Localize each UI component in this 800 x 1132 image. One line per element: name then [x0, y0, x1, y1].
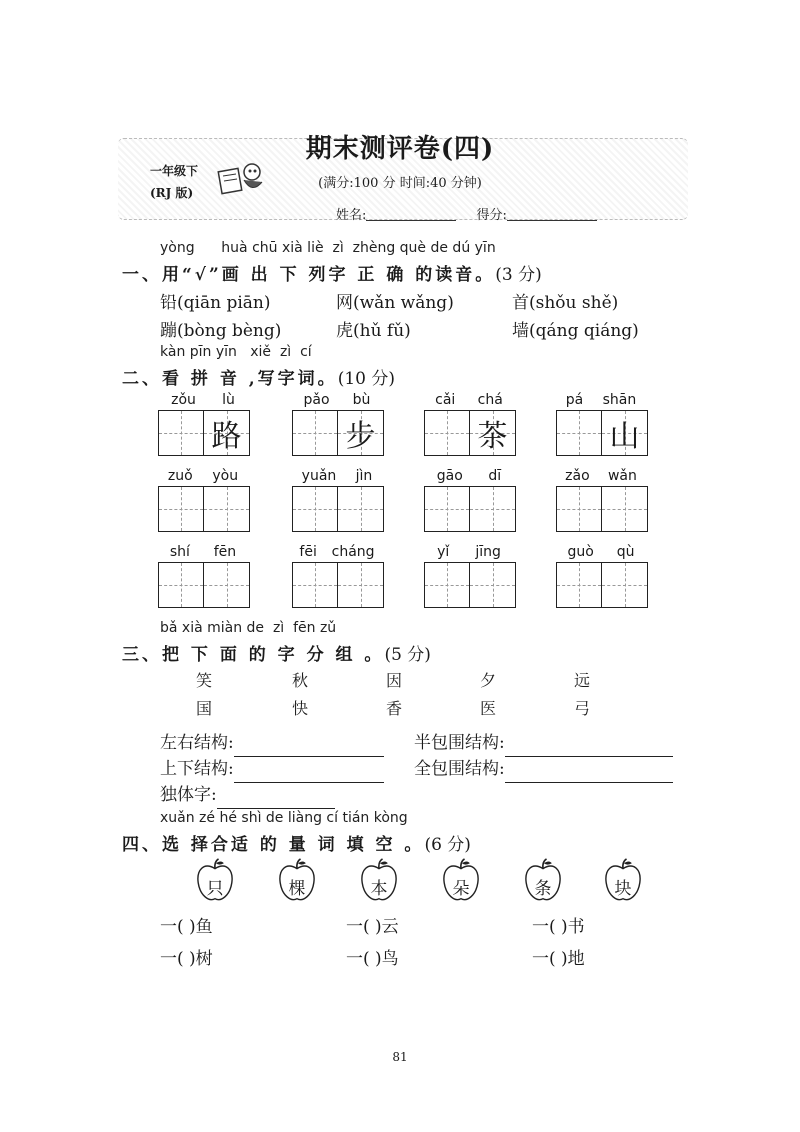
- measure-word: 本: [370, 879, 388, 899]
- grid-pinyin: [158, 544, 248, 560]
- option-item[interactable]: 首(shǒu shě): [512, 293, 619, 313]
- score-label: 得分:: [476, 208, 507, 223]
- pinyin-syllable: jīng: [475, 544, 501, 560]
- tianzige-grid: [424, 486, 516, 532]
- writing-cell[interactable]: [159, 487, 204, 531]
- measure-word: 朵: [452, 879, 470, 899]
- grade-label: [150, 160, 198, 204]
- pinyin-syllable: yuǎn: [301, 468, 337, 484]
- grid-pinyin: [292, 468, 382, 484]
- writing-cell[interactable]: [425, 563, 470, 607]
- word-grid: [424, 392, 516, 456]
- grid-pinyin: [556, 468, 646, 484]
- section4-pinyin: xuǎn zé hé shì de liàng cí tián kòng: [160, 810, 408, 826]
- pinyin-syllable: shān: [602, 392, 637, 408]
- answer-blank[interactable]: [217, 788, 335, 809]
- pinyin-syllable: zǒu: [171, 392, 196, 408]
- pinyin-syllable: cǎi: [435, 392, 456, 408]
- writing-cell[interactable]: [557, 411, 602, 455]
- exam-meta: (满分:100 分 时间:40 分钟): [318, 176, 482, 191]
- grade-text: 一年级下: [150, 164, 199, 178]
- apple-option[interactable]: [438, 858, 484, 910]
- structure-label: 左右结构:: [160, 733, 234, 753]
- pinyin-syllable: pǎo: [303, 392, 330, 408]
- tianzige-grid: [556, 562, 648, 608]
- section1-score: (3 分): [495, 265, 542, 285]
- pinyin-syllable: fēn: [213, 544, 237, 560]
- mascot-illustration-icon: [214, 160, 266, 196]
- word-grid: [292, 544, 384, 608]
- structure-label: 独体字:: [160, 785, 217, 805]
- cell-character: 步: [345, 419, 376, 454]
- pinyin-syllable: lù: [222, 392, 235, 408]
- section1-title: [122, 260, 542, 285]
- section4-title: [122, 830, 471, 855]
- option-item[interactable]: 虎(hǔ fǔ): [336, 321, 411, 341]
- word-grid: [292, 468, 384, 532]
- measure-word: 棵: [288, 879, 306, 899]
- measure-word: 只: [206, 879, 224, 899]
- grid-pinyin: [424, 392, 514, 408]
- grid-pinyin: [292, 392, 382, 408]
- fill-item[interactable]: 一( )云: [346, 917, 399, 937]
- section2-pinyin: kàn pīn yīn xiě zì cí: [160, 344, 312, 360]
- char-item: 国: [196, 699, 213, 718]
- char-item: 远: [574, 671, 591, 690]
- option-item[interactable]: 网(wǎn wǎng): [336, 293, 454, 313]
- structure-top-bottom: [160, 754, 384, 783]
- char-item: 因: [386, 671, 403, 690]
- pinyin-syllable: cháng: [331, 544, 375, 560]
- structure-label: 全包围结构:: [414, 759, 505, 779]
- tianzige-grid: [292, 486, 384, 532]
- fill-item[interactable]: 一( )书: [532, 917, 585, 937]
- word-grid: [556, 468, 648, 532]
- section3-title: [122, 640, 431, 665]
- pinyin-syllable: dī: [488, 468, 502, 484]
- grid-pinyin: [292, 544, 382, 560]
- tianzige-grid: [292, 562, 384, 608]
- writing-cell[interactable]: [204, 487, 249, 531]
- structure-half-enclosed: [414, 728, 673, 757]
- pinyin-syllable: gāo: [436, 468, 463, 484]
- writing-cell[interactable]: [470, 411, 515, 455]
- option-item[interactable]: 蹦(bòng bèng): [160, 321, 282, 341]
- writing-cell[interactable]: [602, 487, 647, 531]
- tianzige-grid: [556, 486, 648, 532]
- pinyin-syllable: chá: [477, 392, 503, 408]
- score-blank[interactable]: [507, 220, 597, 221]
- tianzige-grid: [556, 410, 648, 456]
- fill-item[interactable]: 一( )地: [532, 949, 585, 969]
- pinyin-syllable: fēi: [299, 544, 317, 560]
- page-title: 期末测评卷(四): [305, 134, 495, 164]
- structure-fully-enclosed: [414, 754, 673, 783]
- section2-score: (10 分): [337, 369, 395, 389]
- option-item[interactable]: 铅(qiān piān): [160, 293, 271, 313]
- measure-word: 块: [614, 879, 632, 899]
- page-number: 81: [392, 1050, 408, 1064]
- section3-pinyin: bǎ xià miàn de zì fēn zǔ: [160, 620, 337, 636]
- pinyin-syllable: zǎo: [565, 468, 590, 484]
- writing-cell[interactable]: [557, 563, 602, 607]
- word-grid: [158, 392, 250, 456]
- section2-title-text: 二、看 拼 音 ,写字词。: [122, 369, 338, 389]
- edition-text: (RJ 版): [150, 186, 194, 200]
- writing-cell[interactable]: [204, 411, 249, 455]
- writing-cell[interactable]: [293, 487, 338, 531]
- writing-cell[interactable]: [293, 411, 338, 455]
- name-label: 姓名:: [336, 208, 367, 223]
- tianzige-grid: [158, 562, 250, 608]
- option-item[interactable]: 墙(qáng qiáng): [512, 321, 639, 341]
- pinyin-syllable: shí: [169, 544, 190, 560]
- fill-item[interactable]: 一( )鱼: [160, 917, 213, 937]
- section1-pinyin: yòng huà chū xià liè zì zhèng què de dú yīn: [160, 240, 496, 256]
- tianzige-grid: [424, 562, 516, 608]
- pinyin-syllable: zuǒ: [167, 468, 193, 484]
- apple-option[interactable]: [192, 858, 238, 910]
- writing-cell[interactable]: [204, 563, 249, 607]
- tianzige-grid: [158, 486, 250, 532]
- grid-pinyin: [424, 544, 514, 560]
- apple-option[interactable]: [356, 858, 402, 910]
- section4-score: (6 分): [424, 835, 471, 855]
- grid-pinyin: [556, 544, 646, 560]
- writing-cell[interactable]: [557, 487, 602, 531]
- writing-cell[interactable]: [159, 411, 204, 455]
- writing-cell[interactable]: [338, 563, 383, 607]
- writing-cell[interactable]: [602, 411, 647, 455]
- word-grid: [556, 544, 648, 608]
- char-item: 香: [386, 699, 403, 718]
- word-grid: [424, 468, 516, 532]
- apple-option[interactable]: [274, 858, 320, 910]
- pinyin-syllable: qù: [616, 544, 635, 560]
- pinyin-syllable: jìn: [355, 468, 373, 484]
- writing-cell[interactable]: [470, 563, 515, 607]
- cell-character: 路: [211, 419, 242, 454]
- char-item: 快: [292, 699, 309, 718]
- student-fields: [336, 204, 613, 223]
- writing-cell[interactable]: [159, 563, 204, 607]
- apple-option[interactable]: [520, 858, 566, 910]
- pinyin-syllable: wǎn: [607, 468, 637, 484]
- grid-pinyin: [424, 468, 514, 484]
- name-blank[interactable]: [366, 220, 456, 221]
- writing-cell[interactable]: [338, 487, 383, 531]
- structure-single: [160, 780, 335, 809]
- writing-cell[interactable]: [338, 411, 383, 455]
- fill-item[interactable]: 一( )鸟: [346, 949, 399, 969]
- writing-cell[interactable]: [602, 563, 647, 607]
- word-grid: [158, 468, 250, 532]
- grid-pinyin: [158, 392, 248, 408]
- section4-title-text: 四、选 择合适 的 量 词 填 空 。: [122, 835, 425, 855]
- section3-title-text: 三、把 下 面 的 字 分 组 。: [122, 645, 385, 665]
- writing-cell[interactable]: [425, 411, 470, 455]
- answer-blank[interactable]: [505, 762, 673, 783]
- structure-left-right: [160, 728, 384, 757]
- writing-cell[interactable]: [293, 563, 338, 607]
- section3-score: (5 分): [384, 645, 431, 665]
- word-grid: [556, 392, 648, 456]
- tianzige-grid: [292, 410, 384, 456]
- word-grid: [158, 544, 250, 608]
- char-item: 弓: [574, 699, 591, 718]
- apple-option[interactable]: [600, 858, 646, 910]
- pinyin-syllable: bù: [352, 392, 371, 408]
- section1-title-text: 一、用“√”画 出 下 列字 正 确 的读音。: [122, 265, 496, 285]
- char-item: 笑: [196, 671, 213, 690]
- grid-pinyin: [556, 392, 646, 408]
- cell-character: 茶: [477, 419, 508, 454]
- grid-pinyin: [158, 468, 248, 484]
- structure-label: 上下结构:: [160, 759, 234, 779]
- section2-title: [122, 364, 395, 389]
- char-item: 夕: [480, 671, 497, 690]
- writing-cell[interactable]: [470, 487, 515, 531]
- pinyin-syllable: yòu: [212, 468, 239, 484]
- char-item: 医: [480, 699, 497, 718]
- pinyin-syllable: pá: [565, 392, 584, 408]
- writing-cell[interactable]: [425, 487, 470, 531]
- pinyin-syllable: guò: [567, 544, 594, 560]
- word-grid: [424, 544, 516, 608]
- fill-item[interactable]: 一( )树: [160, 949, 213, 969]
- measure-word: 条: [534, 879, 552, 899]
- cell-character: 山: [609, 419, 640, 454]
- word-grid: [292, 392, 384, 456]
- char-item: 秋: [292, 671, 309, 690]
- structure-label: 半包围结构:: [414, 733, 505, 753]
- tianzige-grid: [158, 410, 250, 456]
- tianzige-grid: [424, 410, 516, 456]
- pinyin-syllable: yǐ: [437, 544, 450, 560]
